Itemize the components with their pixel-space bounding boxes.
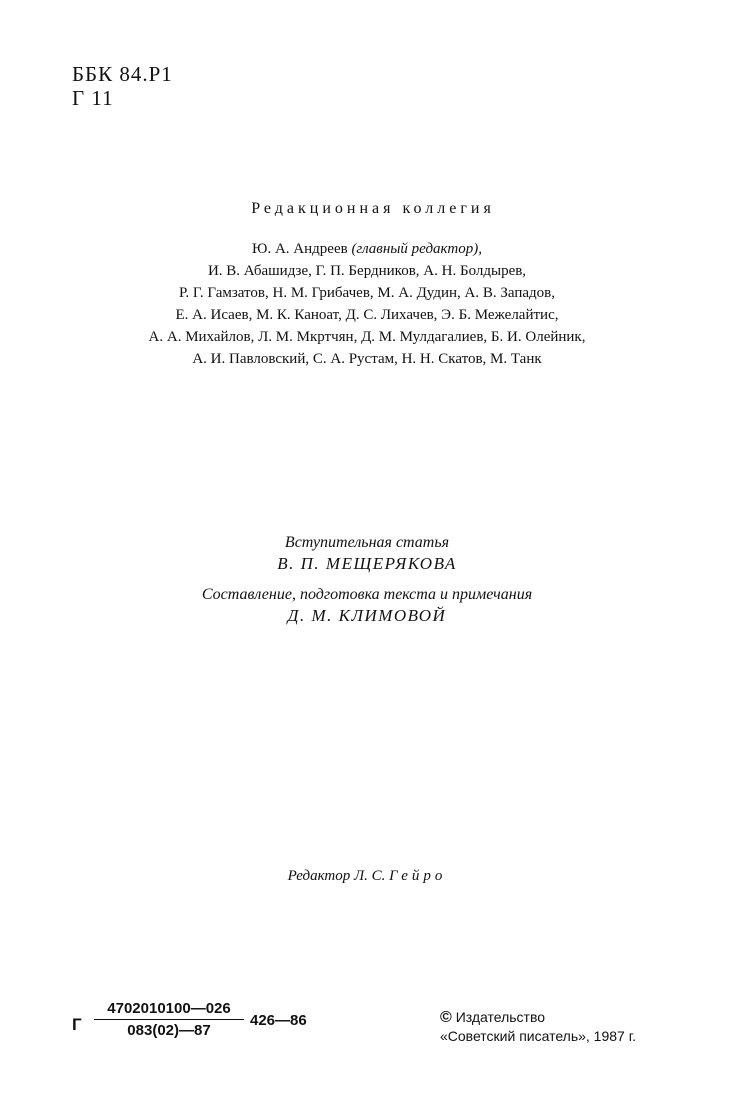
compiler-name: Д. М. КЛИМОВОЙ: [287, 606, 447, 625]
index-suffix: 426—86: [250, 1012, 307, 1029]
bbk-classification: [72, 62, 173, 110]
compiler-label: Составление, подготовка текста и примечания: [201, 586, 533, 603]
copyright-line-1: [440, 1008, 636, 1027]
intro-article-author: В. П. МЕЩЕРЯКОВА: [277, 554, 457, 573]
publisher-label: Издательство: [455, 1009, 546, 1025]
board-line: Р. Г. Гамзатов, Н. М. Грибачев, М. А. Дудин, А. В. Западов,: [178, 285, 556, 301]
bbk-code: ББК 84.Р1: [72, 62, 173, 86]
index-letter: Г: [72, 1015, 82, 1034]
editorial-board-members: [0, 238, 734, 370]
chief-editor-role: (главный редактор),: [351, 241, 482, 257]
editor-surname: Гейро: [389, 868, 447, 884]
editorial-board-heading: Редакционная коллегия: [251, 200, 495, 217]
copyright-line-2: «Советский писатель», 1987 г.: [440, 1028, 636, 1044]
index-denominator: 083(02)—87: [127, 1022, 211, 1039]
intro-article-label: Вступительная статья: [284, 534, 450, 551]
chief-editor-name: Ю. А. Андреев: [252, 241, 348, 257]
author-mark: Г 11: [72, 86, 114, 110]
board-line: А. И. Павловский, С. А. Рустам, Н. Н. Скатов, М. Танк: [192, 351, 542, 367]
editor-credit: [0, 868, 734, 885]
credits-block: [0, 533, 734, 637]
board-line: И. В. Абашидзе, Г. П. Бердников, А. Н. Болдырев,: [207, 263, 527, 279]
copyright-icon: ©: [440, 1009, 452, 1026]
board-line: Е. А. Исаев, М. К. Каноат, Д. С. Лихачев, Э. Б. Межелайтис,: [175, 307, 559, 323]
editor-label: Редактор Л. С.: [287, 868, 386, 884]
copyright-notice: [440, 1008, 636, 1046]
index-numerator: 4702010100—026: [94, 1000, 244, 1020]
board-line: А. А. Михайлов, Л. М. Мкртчян, Д. М. Мулдагалиев, Б. И. Олейник,: [148, 329, 586, 345]
board-line-chief: [0, 238, 734, 260]
index-fraction: [94, 1000, 244, 1039]
